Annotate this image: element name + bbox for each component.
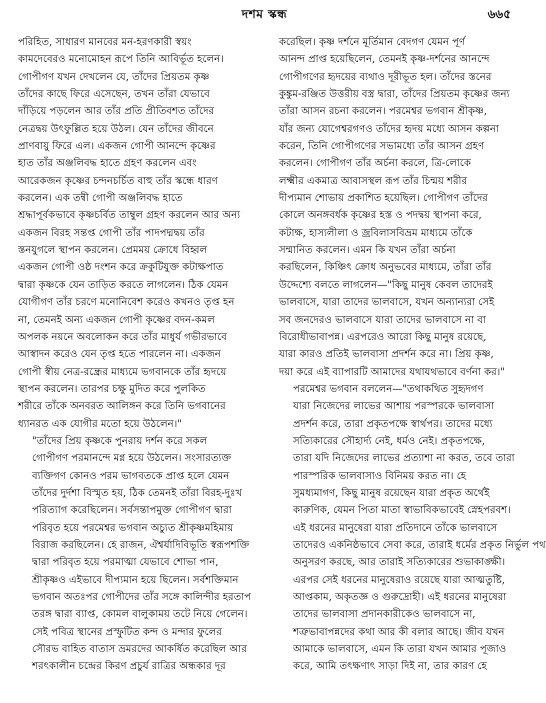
text-line: কারুণিক, যেমন পিতা মাতা স্বাভাবিকভাবেই স্নেহপরবশ। (293, 505, 511, 517)
text-line: "তাঁদের প্রিয় কৃষ্ণকে পুনরায় দর্শন করে সকল (32, 435, 208, 447)
text-line: স্তনযুগলে স্থাপন করলেন। প্রেমময় ক্রোধে বিহ্বল (18, 245, 208, 257)
text-line: দয়া করে এই ব্যাপারটি আমাদের যথাযথভাবে বর্ণনা কর।" (279, 366, 505, 378)
text-line: আপ্তকাম, অকৃতজ্ঞ ও গুরুদ্রোহী। এই ধরনের মানুষেরা (293, 592, 507, 603)
text-line: আরেকজন কৃষ্ণের চন্দনচর্চিত বাহু তাঁর স্কন্ধে ধারণ (18, 175, 218, 187)
text-line: যারা কারও প্রতিই ভালবাসা প্রদর্শন করে না। প্রিয় কৃষ্ণ, (279, 349, 494, 361)
text-line: করেছিল। কৃষ্ণ দর্শনে মূর্তিমান বেদগণ যেমন পূর্ণ (279, 37, 466, 48)
text-line: এরপর সেই ধরনের মানুষেরাও রয়েছে যারা আত্মতুষ্টি, (293, 574, 505, 586)
text-line: পারস্পরিক ভালবাসাও বিনিময় করত না। হে (293, 470, 467, 482)
text-line: না, তেমনই অন্য একজন গোপী কৃষ্ণের বদন-কমল (18, 314, 215, 326)
text-line: গোপী স্বীয় নেত্র-রন্ধ্রের মাধ্যমে ভগবানকে তাঁর হৃদয়ে (18, 366, 227, 378)
text-line: গোপীগণের হৃদয়ের ব্যথাও দূরীভূত হল। তাঁদের স্তনের (279, 71, 492, 83)
text-line: গোপীগণ যখন দেখলেন যে, তাঁদের প্রিয়তম কৃষ্ণ (18, 71, 210, 83)
text-line: ভগবান অতঃপর গোপীদের তাঁর সঙ্গে কালিন্দীর হরতাপ (32, 592, 251, 603)
text-line: দীপ্যমান শোভায় প্রকাশিত হয়েছিল। গোপীগণ তাঁদের (279, 193, 488, 205)
page-number: ৬৬৫ (487, 7, 511, 21)
text-line: লক্ষ্মীর একমাত্র আবাসস্থল রূপ তাঁর চিন্ময় শরীর (279, 175, 467, 187)
text-line: এই ধরনের মানুষেরা যারা প্রতিদানে তাঁকে ভালবাসে (293, 522, 498, 534)
text-line: শরৎকালীন চন্দ্রের কিরণ প্রচুর্য রাত্রির অন্ধকার দূর (32, 661, 226, 673)
text-line: যারা নিজেদের লাভের আশায় পরস্পরকে ভালবাসা (293, 401, 495, 413)
text-line: নেত্রদ্বয় উৎফুল্লিত হয়ে উঠল। যেন তাঁদের জীবনে (18, 123, 214, 135)
text-line: একজন বিরহ সন্তপ্ত গোপী তাঁর পাদপদ্মদ্বয় তাঁর (18, 227, 205, 239)
text-line: আনন্দ প্রাপ্ত হয়েছিলেন, তেমনই কৃষ্ণ-দর্শনের আনন্দে (279, 54, 490, 66)
text-line: করে, আমি তৎক্ষণাৎ সাড়া দিই না, তার কারণ হে (293, 661, 487, 673)
text-line: ধ্যানরত এক যোগীর মতো হয়ে উঠলেন।" (18, 418, 182, 430)
text-line: আমাকে ভালবাসে, এমন কি তারা যখন আমার পূজাও (293, 644, 507, 656)
text-line: পরিহিত, সাধারণ মানবের মন-হরণকারী স্বয়ং (18, 37, 192, 48)
text-line: কুঙ্কুম-রঞ্জিত উত্তরীয় বস্ত্র দ্বারা, তাঁদের প্রিয়তম কৃষ্ণের জন্য (279, 89, 510, 101)
text-line: সুমধ্যমাগণ, কিছু মানুষ রয়েছেন যারা প্রকৃত অর্থেই (293, 487, 490, 499)
text-line: তাদেরও একনিষ্ঠভাবে সেবা করে, তারাই ধর্মের প্রকৃত নির্ভুল পথ (293, 539, 546, 551)
right-text-column (279, 34, 546, 676)
text-line: পরিবৃত হয়ে পরমেশ্বর ভগবান অচ্যুত শ্রীকৃষ্ণমহিমায় (32, 522, 234, 534)
text-line: অপলক নয়নে অবলোকন করে তাঁর মাধুর্য গভীরভাবে (18, 331, 227, 343)
running-title: দশম স্কন্ধ (241, 7, 288, 21)
text-line: কামদেবেরও মনোমোহন রূপে তিনি আবির্ভূত হলেন। (18, 54, 224, 66)
text-line: বিরাজ করছিলেন। হে রাজন, ঐশ্বর্যাদিবিভূতি স্বরূপশক্তি (32, 539, 250, 551)
text-line: আস্বাদন করেও যেন তৃপ্ত হতে পারলেন না। একজন (18, 349, 221, 361)
text-line: সত্যিকারের সৌহার্দ্য নেই, ধর্মও নেই। প্রকৃতপক্ষে, (293, 435, 486, 447)
text-line: স্থাপন করলেন। তারপর চক্ষু মুদিত করে পুলকিত (18, 383, 206, 395)
text-line: কটাক্ষ, হাস্যলীলা ও জ্রবিলাসবিভ্রম মাধ্যমে তাঁকে (279, 227, 473, 239)
text-line: কোলে অনঙ্গবর্ধক কৃষ্ণের হস্ত ও পদদ্বয় স্থাপনা করে, (279, 210, 482, 222)
paragraph (18, 433, 250, 676)
text-line: শত্রুভাবাপন্নদের কথা আর কী বলার আছে। জীব যখন (293, 626, 505, 638)
text-line: তরঙ্গ দ্বারা ব্যাপ্ত, কোমল বালুকাময় তটে নিয়ে গেলেন। (32, 609, 248, 621)
text-line: পরমেশ্বর ভগবান বললেন—"তথাকথিত সুহৃদগণ (293, 383, 484, 395)
text-line: অনুসরণ করছে, আর তারাই সত্যিকারের শুভাকাঙ্ক্ষী। (293, 557, 506, 569)
text-line: শরীরে তাঁকে অনবরত আলিঙ্গন করে তিনি ভগবানের (18, 401, 226, 413)
text-line: সব জনদেরও ভালবাসে যারা তাদের ভালবাসে না বা (279, 314, 486, 326)
text-line: করছিলেন, কিঞ্চিৎ ক্রোধ অনুভবের মাধ্যমে, তাঁরা তাঁর (279, 262, 492, 274)
text-line: ব্যক্তিগণ কোনও পরম ভাগবতকে প্রাপ্ত হলে যেমন (32, 470, 230, 482)
text-line: ভালবাসে, যারা তাদের ভালবাসে, যখন অন্যান্যরা সেই (279, 297, 495, 309)
text-line: হাত তাঁর অঞ্জলিবদ্ধ হাতে গ্রহণ করলেন এবং (18, 158, 197, 170)
text-line: করেন, তিনি গোপীগণের সভামধ্যে তাঁর আসন গ্রহণ (279, 141, 485, 153)
text-line: তাঁদের কাছে ফিরে এসেছেন, তখন তাঁরা যেভাবে (18, 89, 210, 101)
text-line: পরিত্যাগ করেছিলেন। সর্বসন্তাপমুক্ত গোপীগণ দ্বারা (32, 505, 232, 517)
paragraph (18, 34, 250, 433)
paragraph (279, 34, 511, 381)
text-line: শ্রীকৃষ্ণও এইভাবে দীপ্যমান হয়ে ছিলেন। সর্বশক্তিমান (32, 574, 239, 586)
text-line: দ্বারা কৃষ্ণকে যেন তাড়িত করতে লাগলেন। ঠিক যেমন (18, 279, 229, 291)
text-line: সম্মানিত করলেন। এমন কি যখন তাঁরা অর্চনা (279, 245, 456, 257)
left-text-column (18, 34, 250, 676)
text-line: তারা যদি নিজেদের লাভের প্রত্যাশা না করত, তবে তারা (293, 453, 515, 465)
text-line: তাদের ভালবাসা প্রদানকারীকেও ভালবাসে না, (293, 609, 476, 621)
page-header (18, 6, 511, 28)
text-line: একজন গোপী ওষ্ঠ দংশন করে ক্রকুটিযুক্ত কটাক্ষপাত (18, 262, 224, 274)
text-line: প্রাণবায়ু ফিরে এল। একজন গোপী আনন্দে কৃষ্ণের (18, 141, 216, 153)
text-line: দ্বারা পরিবৃত হয়ে পরমাত্মা যেভাবে শোভা পান, (32, 557, 219, 569)
text-line: যোগীগণ তাঁর চরণে মনোনিবেশ করেও কখনও তৃপ্ত হন (18, 297, 235, 309)
text-line: বিরোধীভাবাপন্ন। এরপরেও আরো কিছু মানুষ রয়েছে, (279, 331, 487, 343)
text-line: তাঁদের দুর্দশা বিস্মৃত হয়, ঠিক তেমনই তাঁরা বিরহ-দুঃখ (32, 487, 243, 499)
text-line: দাঁড়িয়ে পড়লেন আর তাঁর প্রতি প্রীতিবশত তাঁদের (18, 106, 215, 118)
text-line: যাঁর জন্য যোগেশ্বরগণও তাঁদের হৃদয় মধ্যে আসন কল্পনা (279, 123, 499, 135)
text-line: তাঁরা আসন রচনা করলেন। পরমেশ্বর ভগবান শ্রীকৃষ্ণ, (279, 106, 488, 118)
text-line: উদ্দেশ্যে বলতে লাগলেন—"কিছু মানুষ কেবল তাদেরই (279, 279, 493, 291)
text-line: করলেন। গোপীগণ তাঁর অর্চনা করলে, ত্রি-লোকে (279, 158, 471, 170)
text-line: শ্রদ্ধাপূর্বকভাবে কৃষ্ণচর্বিত তাম্বুল গ্রহণ করলেন আর অন্য (18, 210, 241, 222)
text-line: গোপীগণ পরমানন্দে মগ্ন হয়ে উঠলেন। সংসারত্যক্ত (32, 453, 232, 465)
text-line: সেই পবিত্র স্থানের প্রস্ফুটিত কন্দ ও মন্দার ফুলের (32, 626, 222, 638)
text-line: করলেন। এক তন্বী গোপী অঞ্জলিবদ্ধ হাতে (18, 193, 183, 205)
text-line: সৌরভ বাহিত বাতাস ভ্রমরদের আকর্ষিত করেছিল আর (32, 644, 247, 656)
text-line: প্রদর্শন করে, তারা প্রকৃতপক্ষে স্বার্থপর। তাদের মধ্যে (293, 418, 493, 430)
paragraph (279, 381, 546, 676)
